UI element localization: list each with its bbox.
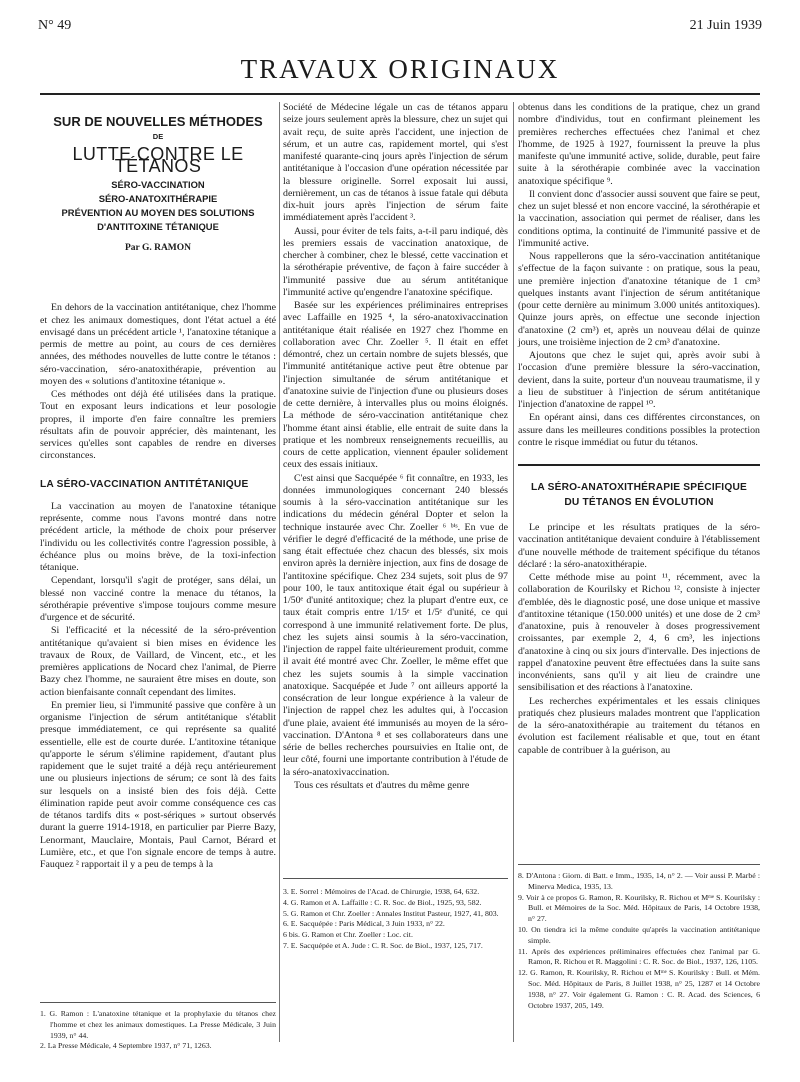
- footnote: 12. G. Ramon, R. Kourilsky, R. Richou et Mᵐᵉ S. Kourilsky : Bull. et Mém. Soc. Méd. Hôpitaux de Paris, 8 Juillet 1938, n° 25, 1287 et 14 Octobre 1938, n° 27. Voir également G. Ramon : C. R. Acad. des Sciences, 6 Octobre 1937, 205, 149.: [518, 968, 760, 1010]
- paragraph: En dehors de la vaccination antitétanique, chez l'homme et chez les animaux domestiques, dont l'état actuel a été envisagé dans un précédent article ¹, l'anatoxine tétanique a permis de mettre au point, au cours de ces dernières années, des méthodes nouvelles de lutte contre le tétanos : séro-vaccination, séro-anatoxithérapie, prévention au moyen des « solutions d'antitoxine tétanique ».: [40, 302, 276, 387]
- footnote: 2. La Presse Médicale, 4 Septembre 1937, n° 71, 1263.: [40, 1041, 212, 1051]
- section-heading: LA SÉRO-ANATOXITHÉRAPIE SPÉCIFIQUE DU TÉTANOS EN ÉVOLUTION: [530, 482, 748, 508]
- footnote: 8. D'Antona : Giorn. di Batt. e Imm., 1935, 14, n° 2. — Voir aussi P. Marbé : Minerva Medica, 1935, 13.: [518, 871, 760, 891]
- footnote: 10. On tiendra ici la même conduite qu'après la vaccination antitétanique simple.: [518, 924, 760, 945]
- article-title-main: LUTTE CONTRE LE TÉTANOS: [72, 143, 244, 176]
- paragraph: Tous ces résultats et d'autres du même genre: [294, 779, 470, 791]
- footnote: 5. G. Ramon et Chr. Zoeller : Annales Institut Pasteur, 1927, 41, 803.: [283, 908, 499, 918]
- footnote: 11. Après des expériences préliminaires effectuées chez l'animal par G. Ramon, R. Richou et R. Maggolini : C. R. Soc. de Biol., 1937, 126, 1105.: [518, 946, 760, 967]
- column-divider-2: [513, 102, 514, 1042]
- page-header: [38, 18, 762, 34]
- footnote: 1. G. Ramon : L'anatoxine tétanique et la prophylaxie du tétanos chez l'homme et chez les animaux domestiques. La Presse Médicale, 3 Juin 1939, n° 44.: [40, 1009, 276, 1040]
- footnote: 4. G. Ramon et A. Laffaille : C. R. Soc. de Biol., 1925, 93, 582.: [283, 897, 482, 907]
- column-divider-1: [279, 102, 280, 1042]
- paragraph: Ces méthodes ont déjà été utilisées dans la pratique. Tout en exposant leurs indications et leur posologie propres, il importe d'en faire connaître les premiers résultats afin de pouvoir apprécier, dès maintenant, les services qu'elles sont capables de rendre en diverses circonstances.: [40, 389, 276, 462]
- footnotes-column-2: [283, 878, 508, 952]
- footnote: 9. Voir à ce propos G. Ramon, R. Kourilsky, R. Richou et Mᵐᵉ S. Kourilsky : Bull. et Mémoires de la Soc. Méd. Hôpitaux de Paris, 14 Octobre 1938, n° 27.: [518, 892, 760, 924]
- article-title-line1: SUR DE NOUVELLES MÉTHODES: [53, 114, 263, 129]
- footnote: 3. E. Sorrel : Mémoires de l'Acad. de Chirurgie, 1938, 64, 632.: [283, 887, 480, 896]
- column-3: [518, 102, 760, 758]
- footnotes-column-1: [40, 1002, 276, 1052]
- paragraph: Nous rappellerons que la séro-vaccination antitétanique s'effectue de la façon suivante : on pratique, sous la peau, une première injection d'anatoxine tétanique de 1 cm³ quelques instants avant l'injection de sérum antitétanique (pour cette dernière au minimum 3.000 unités antitoxiques). Quinze jours après, on effectue une seconde injection d'anatoxine (2 cm³) et, après un nouveau délai de quinze jours, une troisième injection de 2 cm³ d'anatoxine.: [518, 251, 760, 348]
- issue-number: N° 49: [38, 18, 72, 33]
- footnote: 6. E. Sacquépée : Paris Médical, 3 Juin 1933, n° 22.: [283, 919, 445, 929]
- section-banner: TRAVAUX ORIGINAUX: [240, 54, 560, 84]
- section-rule: [518, 464, 760, 466]
- banner-rule: [40, 93, 760, 95]
- column-1: [40, 102, 276, 872]
- paragraph: Aussi, pour éviter de tels faits, a-t-il paru indiqué, dès les premiers essais de vaccination anatoxique, de chercher à combiner, chez le blessé, cette vaccination et la sérothérapie préventive, de façon à faire succéder à l'immunité passive due au sérum antitétanique l'immunité active qu'engendre l'anatoxine spécifique.: [283, 225, 508, 298]
- article-subtitle: SÉRO-VACCINATION SÉRO-ANATOXITHÉRAPIE PRÉVENTION AU MOYEN DES SOLUTIONS D'ANTITOXINE TÉTANIQUE: [61, 179, 255, 232]
- paragraph: Le principe et les résultats pratiques de la séro-vaccination antitétanique devaient conduire à l'établissement d'une nouvelle méthode de traitement spécifique du tétanos déclaré : la séro-anatoxithérapie.: [518, 522, 760, 570]
- column-2: [283, 102, 508, 793]
- paragraph: Il convient donc d'associer aussi souvent que faire se peut, chez un sujet blessé et non encore vacciné, la sérothérapie et la vaccination, association qui permet de réaliser, dans les conditions optima, la continuité de l'immunité passive et de l'immunité active.: [518, 188, 760, 249]
- paragraph: En opérant ainsi, dans ces différentes circonstances, on assure dans les meilleures conditions possibles la protection contre le risque immédiat ou futur du tétanos.: [518, 412, 760, 448]
- paragraph: C'est ainsi que Sacquépée ⁶ fit connaître, en 1933, les données immunologiques concernant 240 blessés soumis à la séro-vaccination antitétanique sur les indications du médecin général Dopter et selon la technique instaurée avec Chr. Zoeller ⁶ ᵇⁱˢ. En vue de vérifier le degré d'efficacité de la méthode, une prise de sang était effectuée chez chacun des blessés, six mois environ après la dernière injection, aux fins de dosage de l'antitoxine spécifique. Chez 234 sujets, soit plus de 97 pour 100, le taux antitoxique était égal ou supérieur à 1/50ᵉ d'unité antitoxique; chez la plupart d'entre eux, ce taux était compris entre 1/15ᵉ et 1/5ᵉ d'unité, ce qui correspond à une immunité relativement forte. De plus, chez les sujets ainsi soumis à la séro-vaccination, l'injection de rappel faite ultérieurement produit, comme il avait été montré avec Chr. Zoeller, le même effet que chez les sujets soumis à la simple vaccination anatoxique. Sacquépée et Jude ⁷ ont ailleurs apporté la consécration de leur longue expérience à la valeur de l'injection de rappel chez les adultes qui, à l'occasion d'une plaie, avaient été immunisés au moyen de la séro-vaccination. D'Antona ⁸ et ses collaborateurs dans une série de belles recherches poursuivies en Italie ont, de leur côté, fourni une importante contribution à l'étude de la séro-anatoxivaccination.: [283, 472, 508, 778]
- paragraph: obtenus dans les conditions de la pratique, chez un grand nombre d'individus, tout en confirmant pleinement les premières recherches effectuées chez l'animal et chez l'homme, de 1925 à 1927, fournissent la preuve la plus manifeste qu'une immunité active, solide, durable, peut faire suite à la sérothérapie combinée avec la vaccination anatoxique spécifique ⁹.: [518, 102, 760, 187]
- paragraph: Basée sur les expériences préliminaires entreprises avec Laffaille en 1925 ⁴, la séro-anatoxivaccination antitétanique était réalisée en 1927 chez l'homme en collaboration avec Chr. Zoeller ⁵. Il était en effet démontré, chez un certain nombre de sujets blessés, que l'immunité antitétanique active peut être obtenue par l'injection simultanée de sérum antitétanique et d'anatoxine suivie de l'injection d'une ou plusieurs doses de cette dernière, à intervalles plus ou moins éloignés. La méthode de séro-vaccination antitétanique chez l'homme étant ainsi établie, elle entrait de suite dans la pratique et les nombreux renseignements recueillis, au cours de cette application, viennent épauler solidement ceux des essais initiaux.: [283, 300, 508, 471]
- paragraph: Les recherches expérimentales et les essais cliniques pratiqués chez plusieurs malades montrent que l'application de la séro-anatoxithérapie au traitement du tétanos en évolution est facilement réalisable et que, tout en étant capable de contribuer à la guérison, au: [518, 695, 760, 756]
- paragraph: Cependant, lorsqu'il s'agit de protéger, sans délai, un blessé non vacciné contre la menace du tétanos, la sérothérapie préventive s'impose toujours comme mesure d'urgence et de sécurité.: [40, 575, 276, 623]
- article-title-de: DE: [152, 132, 164, 142]
- footnote: 6 bis. G. Ramon et Chr. Zoeller : Loc. cit.: [283, 930, 413, 940]
- footnotes-column-3: [518, 864, 760, 1011]
- paragraph: Si l'efficacité et la nécessité de la séro-prévention antitétanique qu'avaient si bien mises en évidence les travaux de Roux, de Vaillard, de Vincent, etc., et les premières applications de Nocard chez l'animal, de Pierre Bazy chez l'homme, ne sauraient être mises en doute, son action bienfaisante connaît cependant des limites.: [40, 625, 276, 698]
- paragraph: Cette méthode mise au point ¹¹, récemment, avec la collaboration de Kourilsky et Richou ¹², consiste à injecter d'emblée, dès le diagnostic posé, une dose unique et massive d'antitoxine tétanique (150.000 unités) et une dose de 2 cm³ d'anatoxine, puis à renouveler à doses progressivement croissantes, par exemple 2, 4, 6 cm³, les injections d'anatoxine à cinq ou six jours d'intervalle. Des injections de rappel d'anatoxine peuvent être effectuées dans la suite sans inconvénients, sans qu'il y ait lieu de craindre une sensibilisation et des réactions à l'anatoxine.: [518, 572, 760, 694]
- section-heading: LA SÉRO-VACCINATION ANTITÉTANIQUE: [40, 478, 249, 490]
- footnote: 7. E. Sacquépée et A. Jude : C. R. Soc. de Biol., 1937, 125, 717.: [283, 940, 483, 950]
- paragraph: Ajoutons que chez le sujet qui, après avoir subi à l'occasion d'une première blessure la séro-vaccination, devient, dans la suite, porteur d'un nouveau traumatisme, il y a lieu de substituer à l'injection de sérum antitétanique l'injection d'anatoxine de rappel ¹⁰.: [518, 350, 760, 410]
- article-author: Par G. RAMON: [124, 243, 192, 253]
- paragraph: Société de Médecine légale un cas de tétanos apparu seize jours seulement après la blessure, chez un sujet qui avait reçu, de suite après l'accident, une injection de sérum, et un autre cas, rapidement mortel, qui s'est manifesté quarante-cinq jours après l'injection de sérum antitétanique à l'occasion d'une opération nécessitée par la blessure originelle. Sorrel exposait lui aussi, dernièrement, un cas de tétanos à issue fatale qui débuta dix-huit jours après l'injection de sérum faite immédiatement après l'accident ³.: [283, 102, 508, 224]
- paragraph: La vaccination au moyen de l'anatoxine tétanique représente, comme nous l'avons montré dans notre précédent article, la méthode de choix pour préserver l'individu ou les collectivités contre l'agression possible, à échéance plus ou moins brève, de la toxi-infection tétanique.: [40, 500, 276, 573]
- paragraph: En premier lieu, si l'immunité passive que confère à un organisme l'injection de sérum antitétanique s'établit presque immédiatement, ce qui représente sa qualité essentielle, elle est de courte durée. L'antitoxine tétanique qu'apporte le sérum s'élimine rapidement, d'autant plus rapidement que le sujet traité a déjà reçu antérieurement une ou plusieurs injections de sérum; ce sont là des faits sur lesquels on a insisté bien des fois déjà. Cette élimination rapide peut avoir comme conséquence ces cas de tétanos tardifs dits « post-sériques » surtout observés durant la guerre 1914-1918, en particulier par Pierre Bazy, Lenormant, Mauclaire, Montais, Paul Carnot, Bérard et Lumière, etc., et que l'on signale encore de temps à autre. Fauquez ² rapportait il y a peu de temps à la: [40, 699, 276, 870]
- issue-date: 21 Juin 1939: [689, 18, 762, 33]
